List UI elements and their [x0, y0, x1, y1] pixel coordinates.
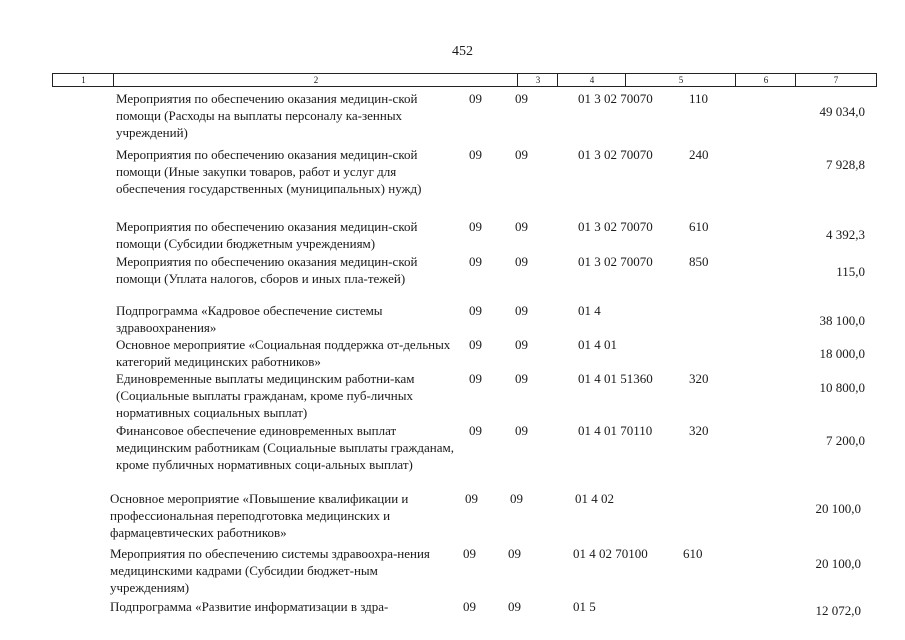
row-amount: 7 200,0 — [826, 433, 865, 448]
row-name: Основное мероприятие «Социальная поддержка от-дельных категорий медицинских работников» — [116, 337, 451, 369]
row-subsection: 09 — [515, 423, 528, 438]
row-amount: 10 800,0 — [819, 380, 865, 395]
column-header-6: 6 — [735, 73, 796, 87]
row-section: 09 — [469, 371, 482, 386]
row-expense-type: 610 — [683, 546, 703, 561]
row-subsection: 09 — [515, 219, 528, 234]
row-expense-type: 850 — [689, 254, 709, 269]
column-header-3: 3 — [517, 73, 558, 87]
row-section: 09 — [463, 546, 476, 561]
row-subsection: 09 — [508, 546, 521, 561]
column-header-2: 2 — [113, 73, 518, 87]
column-header-5: 5 — [625, 73, 736, 87]
row-target-code: 01 3 02 70070 — [578, 147, 653, 162]
row-name: Основное мероприятие «Повышение квалификации и профессиональная переподготовка медицинских и фармацевтических работников» — [110, 491, 409, 540]
row-amount: 20 100,0 — [815, 501, 861, 516]
row-amount: 4 392,3 — [826, 227, 865, 242]
row-subsection: 09 — [508, 599, 521, 614]
row-subsection: 09 — [515, 371, 528, 386]
row-section: 09 — [469, 423, 482, 438]
row-target-code: 01 4 02 70100 — [573, 546, 648, 561]
row-target-code: 01 4 01 51360 — [578, 371, 653, 386]
row-name: Мероприятия по обеспечению оказания медицин-ской помощи (Субсидии бюджетным учреждениям) — [116, 219, 418, 251]
row-expense-type: 320 — [689, 371, 709, 386]
row-target-code: 01 4 01 — [578, 337, 617, 352]
column-header-4: 4 — [557, 73, 626, 87]
row-amount: 12 072,0 — [815, 603, 861, 618]
row-target-code: 01 3 02 70070 — [578, 91, 653, 106]
page-number: 452 — [452, 44, 473, 59]
row-section: 09 — [465, 491, 478, 506]
row-target-code: 01 4 02 — [575, 491, 614, 506]
row-subsection: 09 — [515, 147, 528, 162]
row-target-code: 01 4 — [578, 303, 601, 318]
row-name: Мероприятия по обеспечению оказания медицин-ской помощи (Иные закупки товаров, работ и услуг для обеспечения государственных (муниципальных) нужд) — [116, 147, 422, 196]
row-section: 09 — [469, 254, 482, 269]
row-amount: 18 000,0 — [819, 346, 865, 361]
row-subsection: 09 — [515, 254, 528, 269]
row-section: 09 — [469, 91, 482, 106]
row-name: Единовременные выплаты медицинским работни-кам (Социальные выплаты гражданам, кроме пуб-личных нормативных социальных выплат) — [116, 371, 415, 420]
row-expense-type: 610 — [689, 219, 709, 234]
row-amount: 38 100,0 — [819, 313, 865, 328]
row-name: Подпрограмма «Развитие информатизации в здра- — [110, 599, 389, 614]
row-subsection: 09 — [515, 91, 528, 106]
row-subsection: 09 — [510, 491, 523, 506]
column-header-row — [52, 73, 875, 87]
row-amount: 20 100,0 — [815, 556, 861, 571]
row-name: Мероприятия по обеспечению системы здравоохра-нения медицинскими кадрами (Субсидии бюджет-ным учреждениям) — [110, 546, 430, 595]
row-section: 09 — [469, 337, 482, 352]
row-target-code: 01 3 02 70070 — [578, 219, 653, 234]
column-header-7: 7 — [795, 73, 877, 87]
row-subsection: 09 — [515, 337, 528, 352]
row-section: 09 — [469, 303, 482, 318]
row-expense-type: 320 — [689, 423, 709, 438]
row-amount: 115,0 — [836, 264, 865, 279]
column-header-1: 1 — [52, 73, 114, 87]
row-target-code: 01 5 — [573, 599, 596, 614]
row-amount: 49 034,0 — [819, 104, 865, 119]
row-expense-type: 240 — [689, 147, 709, 162]
row-name: Мероприятия по обеспечению оказания медицин-ской помощи (Расходы на выплаты персоналу ка-зенных учреждений) — [116, 91, 418, 140]
row-section: 09 — [469, 147, 482, 162]
row-section: 09 — [469, 219, 482, 234]
row-subsection: 09 — [515, 303, 528, 318]
row-target-code: 01 3 02 70070 — [578, 254, 653, 269]
row-name: Финансовое обеспечение единовременных выплат медицинским работникам (Социальные выплаты гражданам, кроме публичных нормативных соци-альных выплат) — [116, 423, 454, 472]
row-target-code: 01 4 01 70110 — [578, 423, 653, 438]
row-amount: 7 928,8 — [826, 157, 865, 172]
row-expense-type: 110 — [689, 91, 709, 106]
row-section: 09 — [463, 599, 476, 614]
row-name: Подпрограмма «Кадровое обеспечение системы здравоохранения» — [116, 303, 383, 335]
row-name: Мероприятия по обеспечению оказания медицин-ской помощи (Уплата налогов, сборов и иных пла-тежей) — [116, 254, 418, 286]
